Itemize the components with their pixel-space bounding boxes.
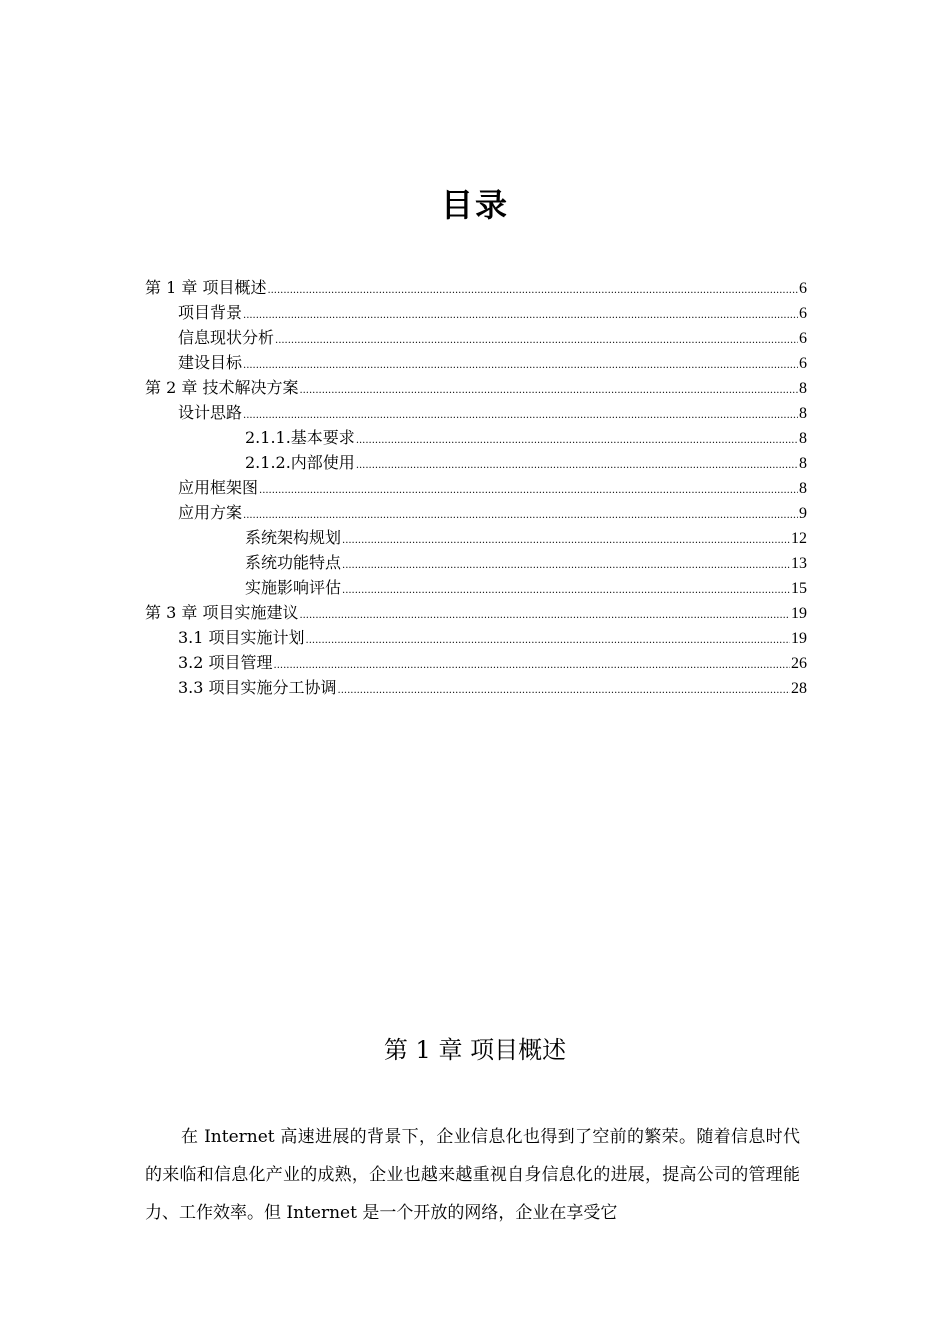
toc-entry[interactable]: [145, 300, 807, 325]
toc-entry-label: 第 2 章 技术解决方案: [145, 378, 299, 397]
toc-entry-page-number: 8: [799, 380, 807, 397]
chapter-title: 第 1 章 项目概述: [383, 1036, 567, 1064]
toc-entry-label: 设计思路: [178, 403, 243, 422]
toc-entry-label: 实施影响评估: [245, 578, 342, 597]
toc-entry[interactable]: [145, 425, 807, 450]
toc-entry-label: 项目背景: [178, 303, 243, 322]
toc-entry[interactable]: [145, 325, 807, 350]
toc-entry[interactable]: [145, 550, 807, 575]
toc-entry[interactable]: [145, 650, 807, 675]
toc-entry[interactable]: [145, 275, 807, 300]
toc-entry-page-number: 6: [799, 280, 807, 297]
toc-entry[interactable]: [145, 375, 807, 400]
toc-entry-page-number: 8: [799, 430, 807, 447]
toc-entry-label: 应用方案: [178, 503, 243, 522]
toc-entry-page-number: 6: [799, 305, 807, 322]
toc-entry-page-number: 19: [791, 630, 807, 647]
toc-entry[interactable]: [145, 450, 807, 475]
toc-entry-label: 2.1.1.基本要求: [245, 428, 355, 447]
toc-entry-label: 3.2 项目管理: [178, 653, 273, 672]
chapter-body: [145, 1118, 800, 1232]
toc-entry[interactable]: [145, 625, 807, 650]
table-of-contents: [145, 275, 807, 700]
toc-entry-page-number: 19: [791, 605, 807, 622]
toc-entry-page-number: 8: [799, 480, 807, 497]
toc-entry-page-number: 26: [791, 655, 807, 672]
toc-entry-page-number: 9: [799, 505, 807, 522]
toc-entry[interactable]: [145, 575, 807, 600]
toc-entry-page-number: 15: [791, 580, 807, 597]
toc-entry-label: 信息现状分析: [178, 328, 275, 347]
toc-entry-label: 3.1 项目实施计划: [178, 628, 305, 647]
toc-entry-page-number: 8: [799, 405, 807, 422]
toc-entry-label: 第 1 章 项目概述: [145, 278, 267, 297]
toc-entry-page-number: 6: [799, 330, 807, 347]
toc-entry-label: 3.3 项目实施分工协调: [178, 678, 337, 697]
toc-entry[interactable]: [145, 600, 807, 625]
toc-dot-leader: [338, 678, 790, 703]
toc-entry-page-number: 6: [799, 355, 807, 372]
toc-entry-label: 应用框架图: [178, 478, 259, 497]
toc-entry-page-number: 8: [799, 455, 807, 472]
toc-entry[interactable]: [145, 400, 807, 425]
toc-entry-page-number: 13: [791, 555, 807, 572]
toc-title: 目录: [440, 186, 509, 224]
toc-entry-label: 系统功能特点: [245, 553, 342, 572]
toc-entry[interactable]: [145, 675, 807, 700]
toc-entry-page-number: 12: [791, 530, 807, 547]
toc-entry-label: 2.1.2.内部使用: [245, 453, 355, 472]
toc-entry[interactable]: [145, 475, 807, 500]
toc-entry[interactable]: [145, 350, 807, 375]
toc-entry[interactable]: [145, 500, 807, 525]
toc-entry-label: 第 3 章 项目实施建议: [145, 603, 299, 622]
toc-entry-label: 系统架构规划: [245, 528, 342, 547]
toc-entry[interactable]: [145, 525, 807, 550]
toc-entry-label: 建设目标: [178, 353, 243, 372]
toc-entry-page-number: 28: [791, 680, 807, 697]
body-paragraph: 在 Internet 高速进展的背景下，企业信息化也得到了空前的繁荣。随着信息时代的来临和信息化产业的成熟，企业也越来越重视自身信息化的进展，提高公司的管理能力、工作效率。但 Internet 是一个开放的网络，企业在享受它: [145, 1127, 800, 1223]
